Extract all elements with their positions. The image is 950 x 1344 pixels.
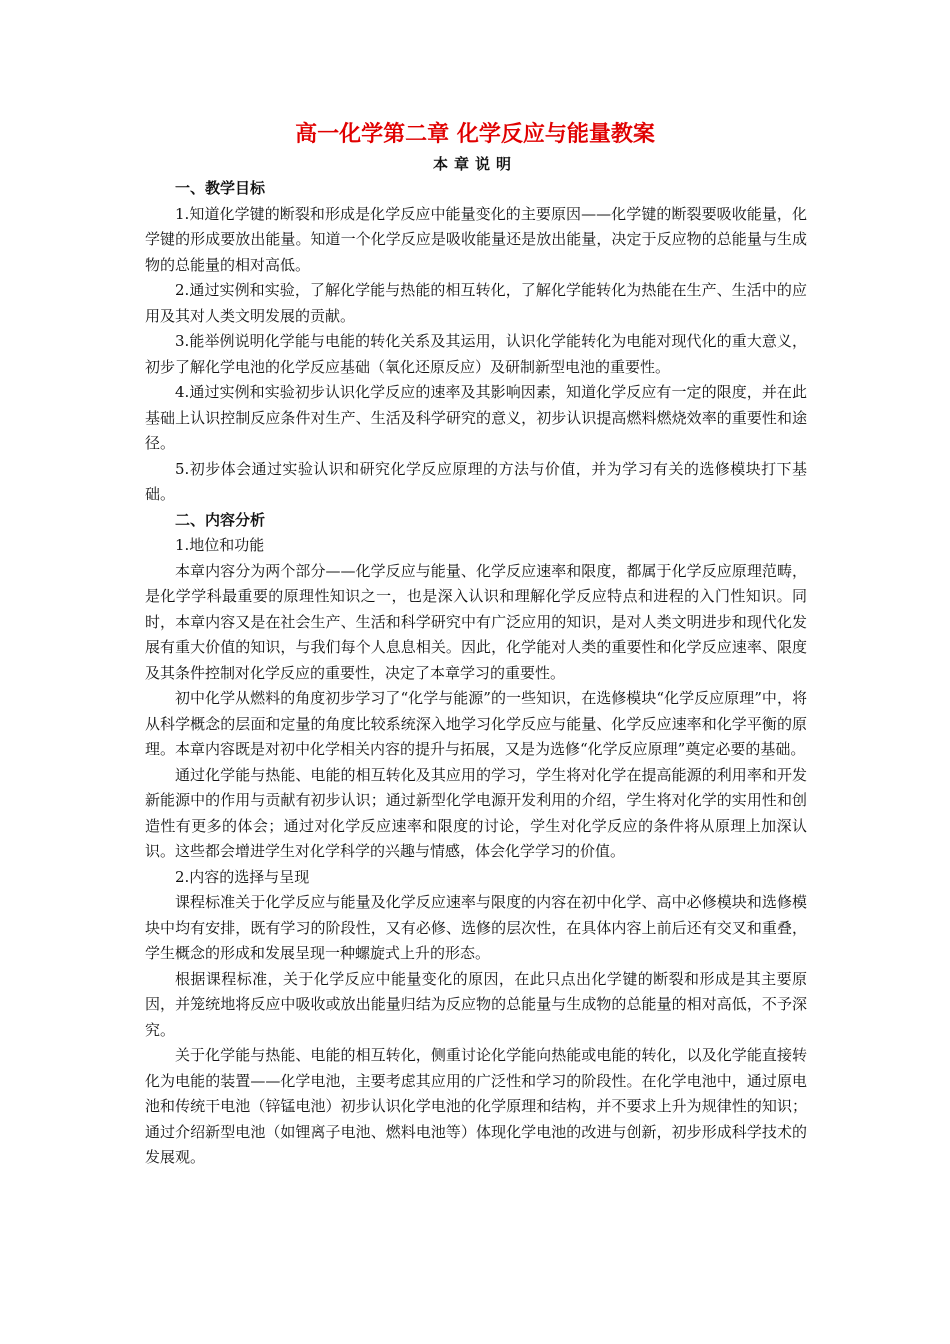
- paragraph: 通过化学能与热能、电能的相互转化及其应用的学习，学生将对化学在提高能源的利用率和开发新能源中的作用与贡献有初步认识；通过新型化学电源开发利用的介绍，学生将对化学的实用性和创造性有更多的体会；通过对化学反应速率和限度的讨论，学生对化学反应的条件将从原理上加深认识。这些都会增进学生对化学科学的兴趣与情感，体会化学学习的价值。: [145, 765, 807, 860]
- objective-item: 1.知道化学键的断裂和形成是化学反应中能量变化的主要原因——化学键的断裂要吸收能量，化学键的形成要放出能量。知道一个化学反应是吸收能量还是放出能量，决定于反应物的总能量与生成物的总能量的相对高低。: [145, 204, 807, 274]
- paragraph: 初中化学从燃料的角度初步学习了“化学与能源”的一些知识，在选修模块“化学反应原理”中，将从科学概念的层面和定量的角度比较系统深入地学习化学反应与能量、化学反应速率和化学平衡的原理。本章内容既是对初中化学相关内容的提升与拓展，又是为选修“化学反应原理”奠定必要的基础。: [145, 689, 807, 758]
- subsection-title-selection: 2.内容的选择与呈现: [175, 867, 310, 886]
- paragraph: 根据课程标准，关于化学反应中能量变化的原因，在此只点出化学键的断裂和形成是其主要原因，并笼统地将反应中吸收或放出能量归结为反应物的总能量与生成物的总能量的相对高低，不予深究。: [145, 969, 807, 1039]
- paragraph: 本章内容分为两个部分——化学反应与能量、化学反应速率和限度，都属于化学反应原理范畴，是化学学科最重要的原理性知识之一，也是深入认识和理解化学反应特点和进程的入门性知识。同时，本章内容又是在社会生产、生活和科学研究中有广泛应用的知识，是对人类文明进步和现代化发展有重大价值的知识，与我们每个人息息相关。因此，化学能对人类的重要性和化学反应速率、限度及其条件控制对化学反应的重要性，决定了本章学习的重要性。: [145, 561, 807, 682]
- section-heading-objectives: 一、教学目标: [175, 179, 266, 197]
- document-title: 高一化学第二章 化学反应与能量教案: [295, 121, 655, 147]
- document-body: [145, 176, 807, 1171]
- subsection-title-role: 1.地位和功能: [175, 536, 265, 554]
- paragraph: 课程标准关于化学反应与能量及化学反应速率与限度的内容在初中化学、高中必修模块和选修模块中均有安排，既有学习的阶段性，又有必修、选修的层次性，在具体内容上前后还有交叉和重叠，学生概念的形成和发展呈现一种螺旋式上升的形态。: [145, 893, 807, 962]
- paragraph: 关于化学能与热能、电能的相互转化，侧重讨论化学能向热能或电能的转化，以及化学能直接转化为电能的装置——化学电池，主要考虑其应用的广泛性和学习的阶段性。在化学电池中，通过原电池和传统干电池（锌锰电池）初步认识化学电池的化学原理和结构，并不要求上升为规律性的知识；通过介绍新型电池（如锂离子电池、燃料电池等）体现化学电池的改进与创新，初步形成科学技术的发展观。: [145, 1046, 807, 1166]
- objective-item: 4.通过实例和实验初步认识化学反应的速率及其影响因素，知道化学反应有一定的限度，并在此基础上认识控制反应条件对生产、生活及科学研究的意义，初步认识提高燃料燃烧效率的重要性和途径。: [145, 383, 807, 452]
- section-heading-analysis: 二、内容分析: [175, 510, 266, 529]
- chapter-subtitle: 本章说明: [432, 155, 517, 173]
- objective-item: 3.能举例说明化学能与电能的转化关系及其运用，认识化学能转化为电能对现代化的重大意义，初步了解化学电池的化学反应基础（氧化还原反应）及研制新型电池的重要性。: [145, 332, 807, 376]
- objective-item: 5.初步体会通过实验认识和研究化学反应原理的方法与价值，并为学习有关的选修模块打下基础。: [145, 459, 807, 503]
- objective-item: 2.通过实例和实验，了解化学能与热能的相互转化，了解化学能转化为热能在生产、生活中的应用及其对人类文明发展的贡献。: [145, 281, 807, 325]
